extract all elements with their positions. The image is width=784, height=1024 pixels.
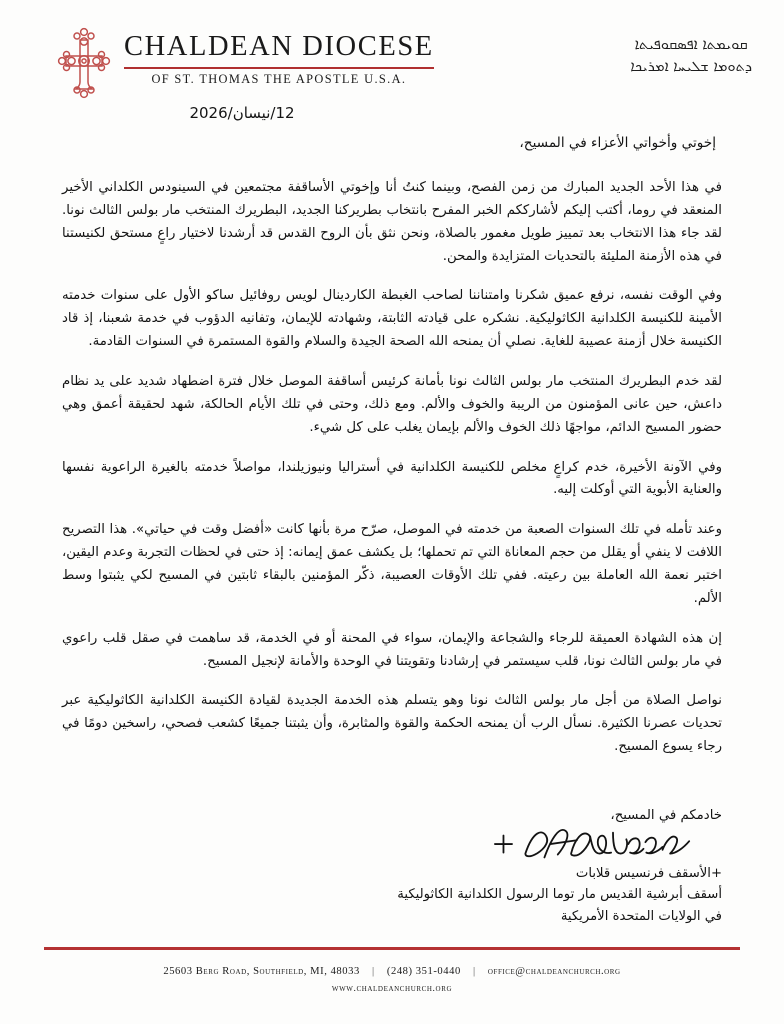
salutation: إخوتي وأخواتي الأعزاء في المسيح، xyxy=(519,135,716,151)
diocese-subtitle: OF ST. THOMAS THE APOSTLE U.S.A. xyxy=(151,71,407,86)
syriac-line-2: ܕܬܘܡܐ ܫܠܝܚܐ ܐܡܪܝܟܐ xyxy=(630,59,752,76)
diocese-name: CHALDEAN DIOCESE xyxy=(124,31,434,62)
letter-body xyxy=(0,135,784,759)
letter-date: 12/نيسان/2026 xyxy=(189,104,295,122)
paragraph: إن هذه الشهادة العميقة للرجاء والشجاعة والإيمان، سواء في المحنة أو في الخدمة، قد ساهمت في صقل قلب راعوي في مار بولس الثالث نونا، قلب سيستمر في إرشادنا وتقويتنا في الوحدة والأمانة لإنجيل المسيح. xyxy=(62,630,722,669)
footer-address: 25603 Berg Road, Southfield, MI, 48033 xyxy=(163,965,360,977)
footer-separator: | xyxy=(372,965,375,977)
paragraph: لقد خدم البطريرك المنتخب مار بولس الثالث نونا بأمانة كرئيس أساقفة الموصل خلال فترة اضطهاد شديد على يد نظام داعش، حين عانى المؤمنون من الريبة والخوف والألم. ومع ذلك، وحتى في تلك الأيام الحالكة، شهد لحقيقة أعمق وهي حضور المسيح الدائم، مواجهًا ذلك الخوف والألم بإيمان يغلب على كل شيء. xyxy=(62,374,722,435)
footer-contact-line xyxy=(0,963,784,982)
paragraph: وعند تأمله في تلك السنوات الصعبة من خدمته في الموصل، صرّح مرة بأنها كانت «أفضل وقت في حياتي». هذا التصريح اللافت لا ينفي أو يقلل من حجم المعاناة التي تم تحملها؛ بل يكشف عمق إيمانه: إذ حتى في لحظات التجربة وعدم اليقين، اختبر نعمة الله العاملة بين رعيته. ففي تلك الأوقات العصيبة، ذكّر المؤمنين بالبقاء ثابتين في المسيح لكي يثبتوا وسط الألم. xyxy=(62,522,722,606)
footer-website[interactable]: www.chaldeanchurch.org xyxy=(331,983,453,995)
paragraph: وفي الوقت نفسه، نرفع عميق شكرنا وامتناننا لصاحب الغبطة الكاردينال لويس روفائيل ساكو الأول على سنوات خدمته الأمينة للكنيسة الكلدانية الكاثوليكية. نشكره على قيادته الثابتة، وشهادته للإيمان، وتفانيه الدؤوب في خدمة شعبنا، إذ قاد الكنيسة خلال أزمنة عصيبة للغاية. نصلي أن يمنحه الله الصحة الجيدة والسلام والقوة المستمرة في السنوات القادمة. xyxy=(62,288,722,350)
signer-region: في الولايات المتحدة الأمريكية xyxy=(560,908,722,924)
footer-divider xyxy=(44,947,740,950)
wordmark-divider xyxy=(124,67,434,69)
letterhead xyxy=(0,0,784,100)
signature-closing: خادمكم في المسيح، xyxy=(610,808,722,823)
wordmark xyxy=(124,26,434,85)
paragraph: في هذا الأحد الجديد المبارك من زمن الفصح، وبينما كنتُ أنا وإخوتي الأساقفة مجتمعين في السينودس الكلداني الأخير المنعقد في روما، أكتب إليكم لأشارككم الخبر المفرح بانتخاب بطريركنا الجديد، البطريرك المنتخب مار بولس الثالث نونا. لقد جاء هذا الانتخاب بعد تمييز طويل مغمور بالصلاة، ونحن نثق بأن الروح القدس قد أرشدنا لاختيار راعٍ مستحق لكنيستنا في هذه الأزمنة المليئة بالتحديات المتزايدة والمحن. xyxy=(62,180,722,264)
footer-phone[interactable]: (248) 351-0440 xyxy=(386,965,461,977)
paragraph: وفي الآونة الأخيرة، خدم كراعٍ مخلص للكنيسة الكلدانية في أستراليا ونيوزيلندا، مواصلاً خدمته بالغيرة الراعوية نفسها والعناية الأبوية التي أوكلت إليه. xyxy=(62,459,722,498)
syriac-branding xyxy=(630,34,752,79)
footer-email[interactable]: office@chaldeanchurch.org xyxy=(487,965,621,977)
footer-separator: | xyxy=(473,965,476,977)
chaldean-cross-icon xyxy=(56,26,112,100)
handwritten-signature-icon xyxy=(62,825,708,863)
signer-title: أسقف أبرشية القديس مار توما الرسول الكلدانية الكاثوليكية xyxy=(397,887,722,903)
paragraph: نواصل الصلاة من أجل مار بولس الثالث نونا وهو يتسلم هذه الخدمة الجديدة لقيادة الكنيسة الكلدانية الكاثوليكية عبر تحديات عصرنا الكثيرة. نسأل الرب أن يمنحه الحكمة والقوة والمثابرة، وأن يثبتنا جميعًا كشعب فصحي، راسخين دومًا في رجاء يسوع المسيح. xyxy=(62,693,722,755)
syriac-line-1: ܩܘܝܡܬܐ ܐܦܣܩܘܦܝܬܐ xyxy=(634,37,748,53)
footer xyxy=(0,947,784,998)
signer-name: +الأسقف فرنسيس قلابات xyxy=(575,866,722,881)
signature-block xyxy=(0,808,784,927)
diocese-branding xyxy=(56,26,434,100)
footer-website-line xyxy=(0,981,784,998)
